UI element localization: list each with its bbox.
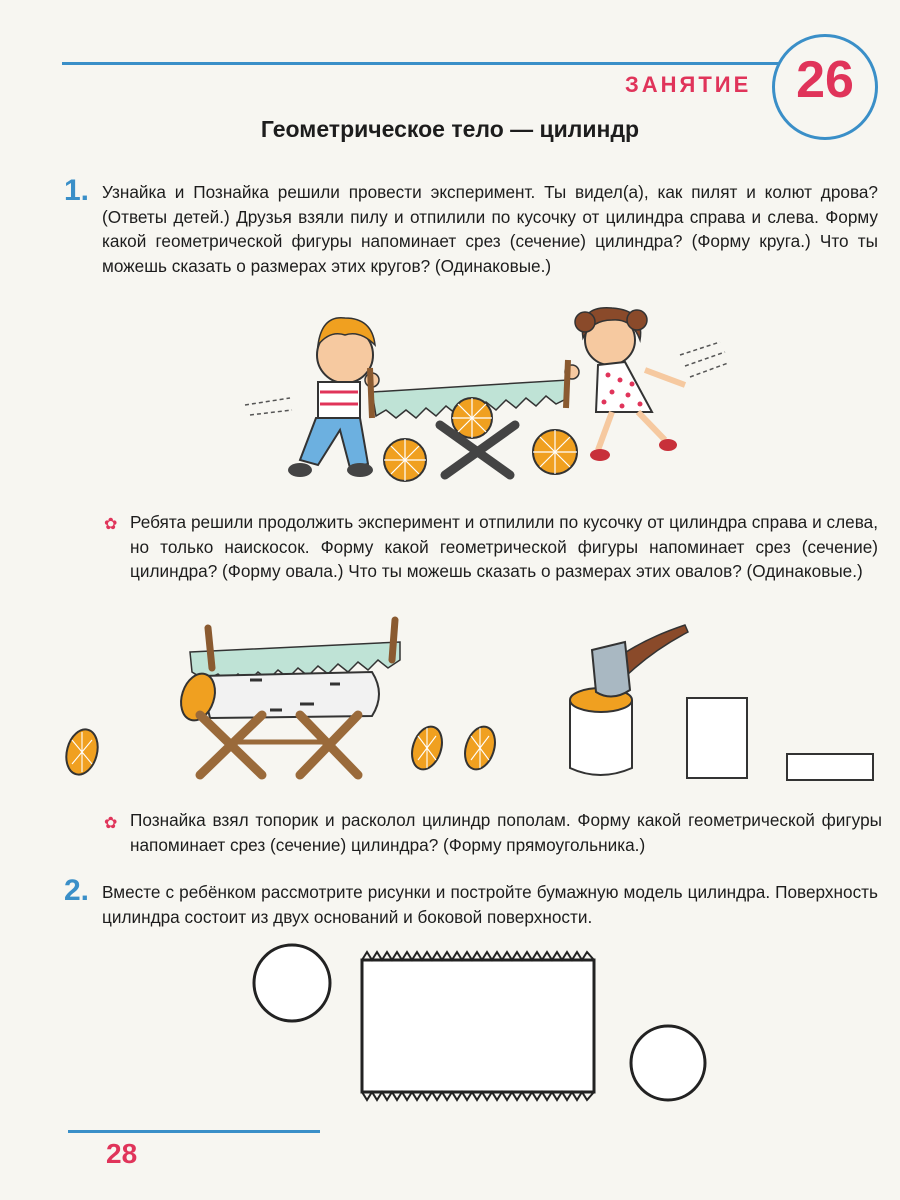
cut-circle-right <box>533 430 577 474</box>
task-2-number: 2. <box>64 874 90 907</box>
page-title: Геометрическое тело — цилиндр <box>260 116 640 142</box>
lesson-label: ЗАНЯТИЕ <box>625 72 752 97</box>
sawing-kids-illustration <box>245 308 728 481</box>
cut-circle-left <box>384 439 426 481</box>
diagonal-cut-illustration <box>175 620 400 775</box>
flower-bullet-icon: ✿ <box>104 815 118 832</box>
flower-bullet-icon: ✿ <box>104 516 118 533</box>
base-circle-top <box>254 945 330 1021</box>
paper-cylinder-model <box>254 945 705 1100</box>
sub-1-text: Ребята решили продолжить эксперимент и отпилили по кусочку от цилиндра справа и слева, но только наискосок. Форму какой геометрической фигуры напоминает срез (сечение) цилиндра? (Форму овала.) Что ты можешь сказать о размерах этих овалов? (Одинаковые.) <box>130 512 878 581</box>
task-2-text: Вместе с ребёнком рассмотрите рисунки и постройте бумажную модель цилиндра. Поверхность цилиндра состоит из двух оснований и боковой поверхности. <box>102 882 878 927</box>
footer-rule <box>68 1130 320 1133</box>
base-circle-bottom <box>631 1026 705 1100</box>
page-number: 28 <box>106 1138 138 1169</box>
rectangle-section-wide <box>787 754 873 780</box>
rectangle-section-tall <box>687 698 747 778</box>
sub-2-text: Познайка взял топорик и расколол цилиндр пополам. Форму какой геометрической фигуры напоминает срез (сечение) цилиндра? (Форму прямоугольника.) <box>130 810 882 855</box>
lesson-number: 26 <box>796 51 854 109</box>
oval-slice-1 <box>62 726 103 778</box>
boy-figure <box>288 318 379 477</box>
task-1-text: Узнайка и Познайка решили провести эксперимент. Ты видел(а), как пилят и колют дрова? (Ответы детей.) Друзья взяли пилу и отпилили по кусочку от цилиндра справа и слева. Форму какой геометрической фигуры напоминает срез (сечение) цилиндра? (Форму круга.) Что ты можешь сказать о размерах этих кругов? (Одинаковые.) <box>102 182 878 276</box>
axe-cylinder-illustration <box>570 625 688 775</box>
axe-icon <box>592 625 688 697</box>
oval-slice-3 <box>460 723 500 773</box>
lateral-surface-rectangle <box>362 952 594 1100</box>
oval-slice-2 <box>407 723 447 773</box>
task-1-number: 1. <box>64 174 90 207</box>
girl-figure <box>565 308 685 461</box>
